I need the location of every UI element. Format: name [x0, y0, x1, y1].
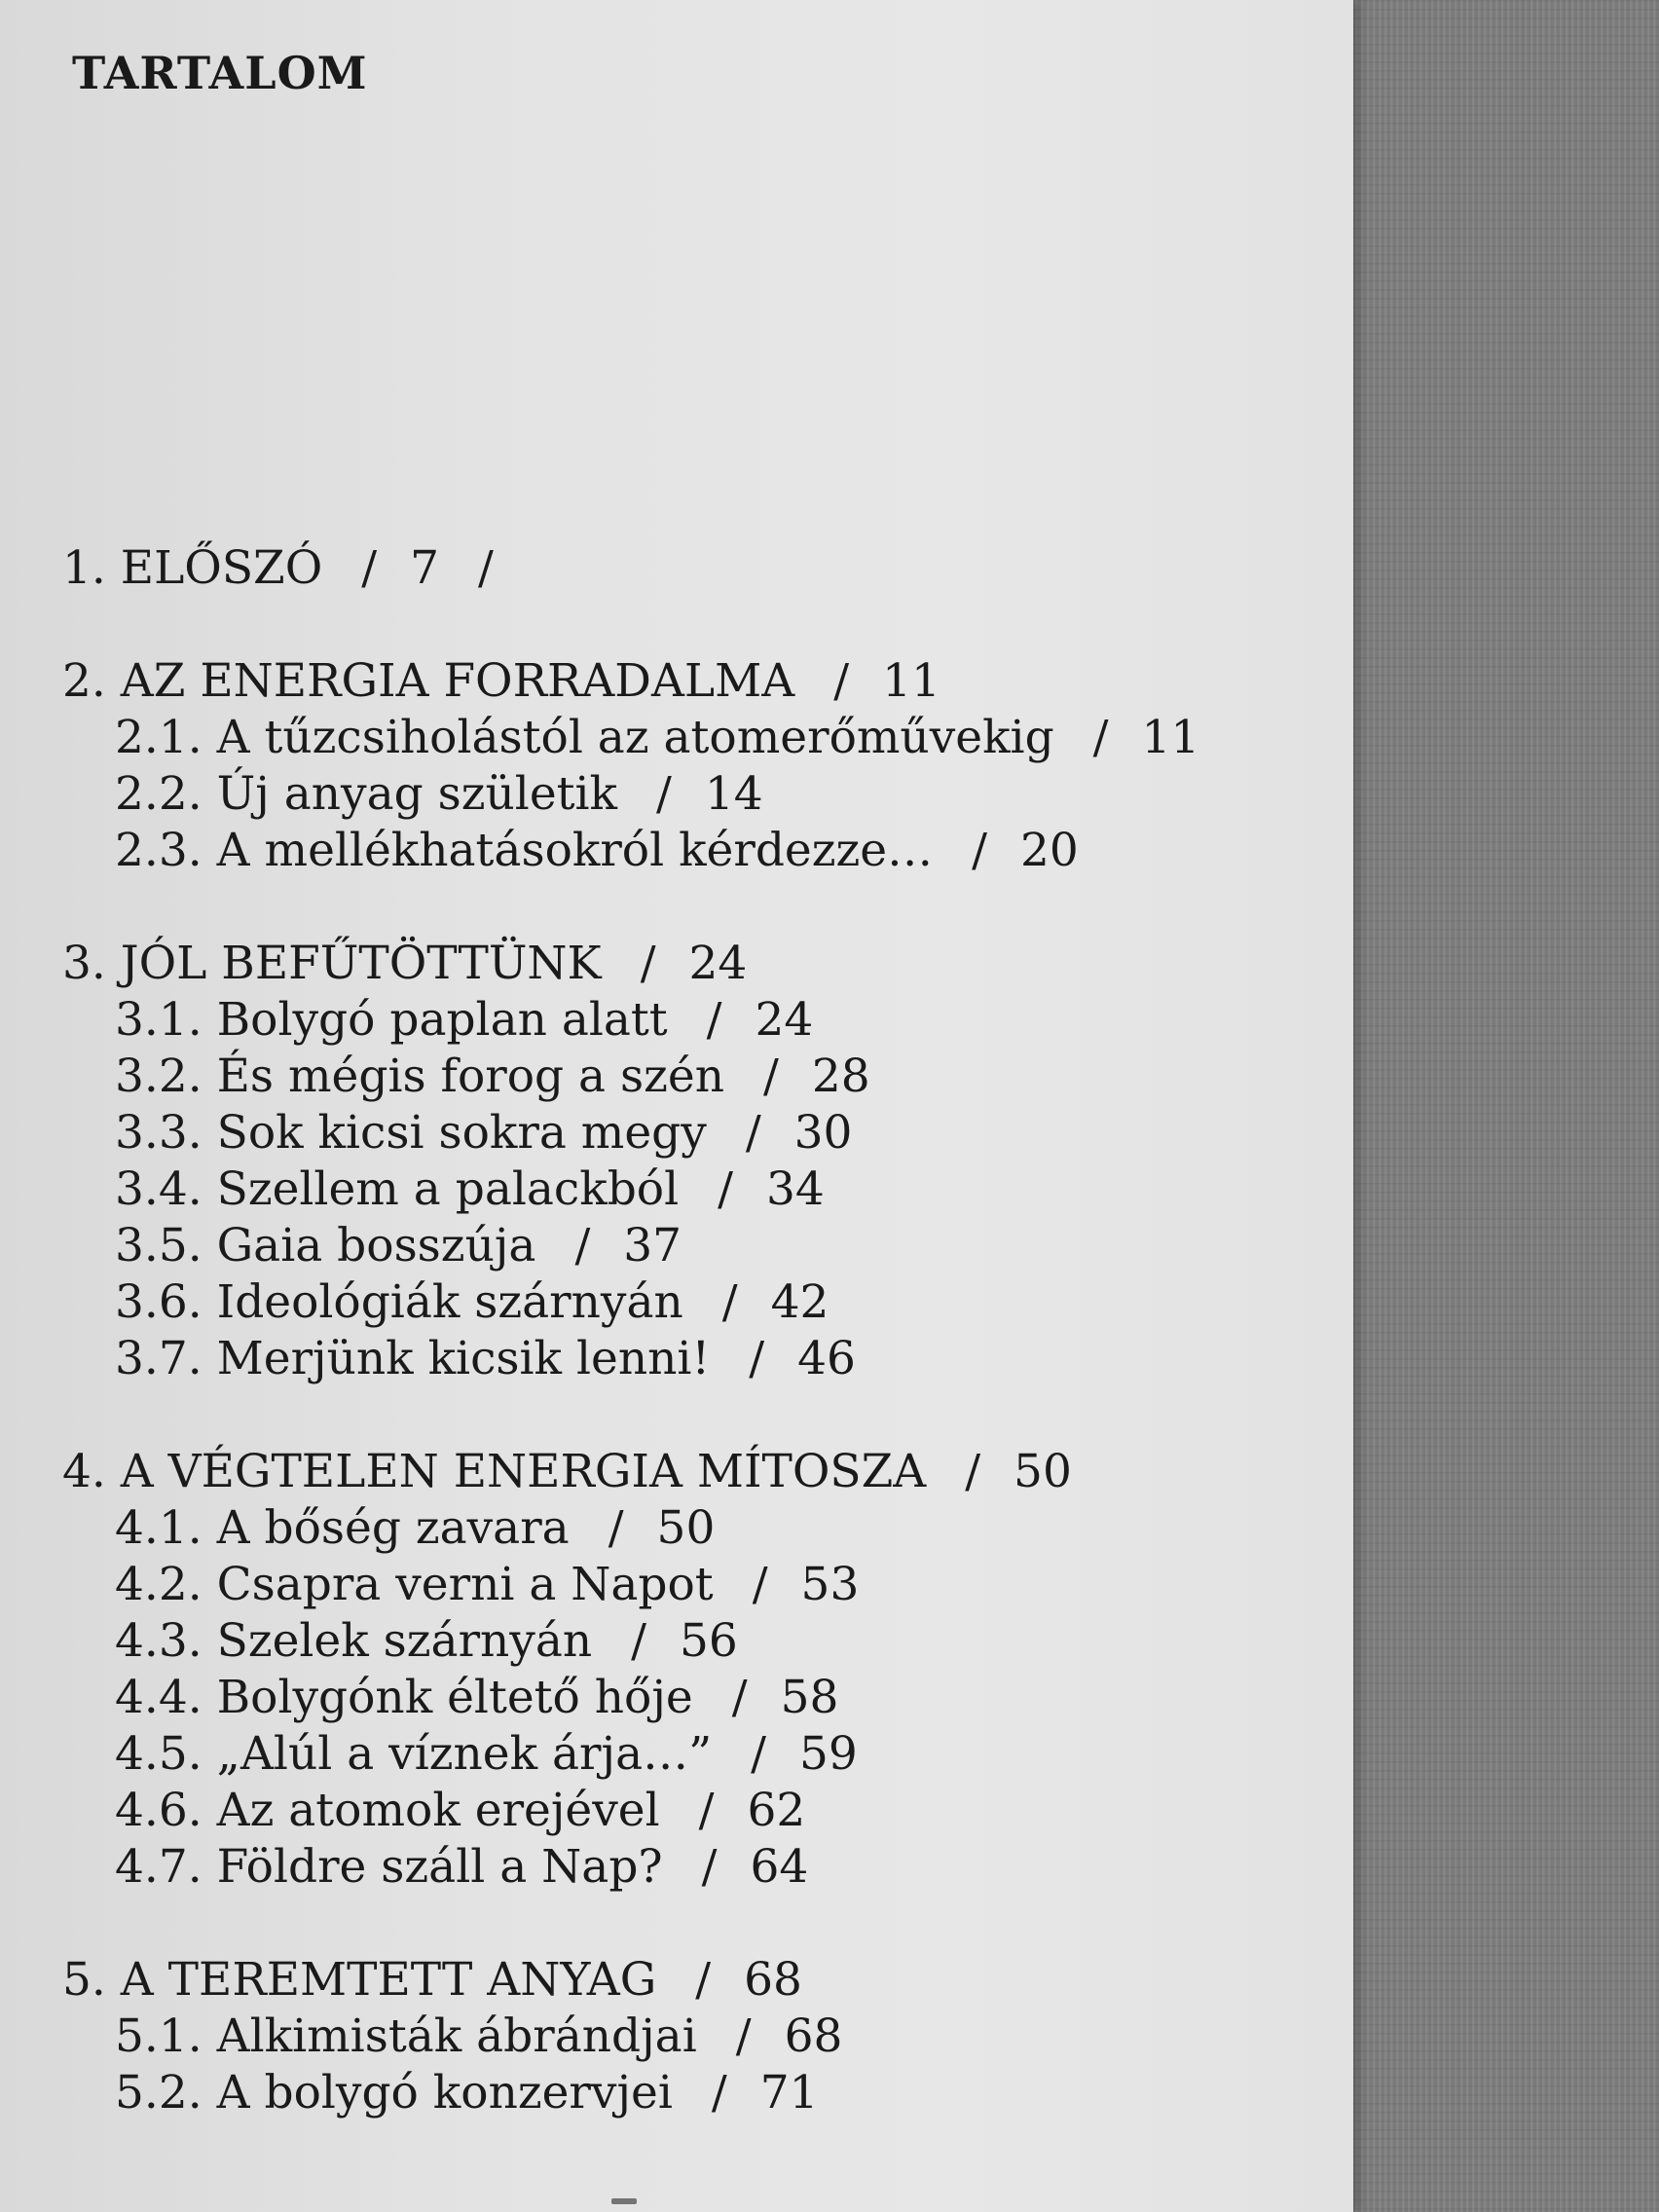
toc-page-number: 56: [680, 1614, 738, 1668]
toc-page-number: 59: [798, 1727, 858, 1781]
toc-section-title: 3.3. Sok kicsi sokra megy: [115, 1106, 707, 1160]
toc-separator: /: [721, 1275, 738, 1329]
toc-section: [115, 1500, 1199, 1557]
toc-page-number: 50: [1014, 1445, 1072, 1498]
toc-page-number: 58: [780, 1671, 839, 1724]
toc-page-number: 24: [755, 993, 814, 1047]
toc-section-title: 3.1. Bolygó paplan alatt: [115, 993, 668, 1047]
toc-section: [115, 1670, 1199, 1726]
toc-separator: /: [361, 541, 378, 595]
toc-chapter: [62, 936, 1199, 1387]
toc-section-title: 3.2. És mégis forog a szén: [115, 1050, 724, 1103]
toc-chapter: [62, 653, 1199, 879]
toc-separator: /: [631, 1614, 646, 1668]
toc-separator: /: [745, 1106, 761, 1160]
toc-page-number: 14: [704, 767, 763, 821]
toc-page-number: 64: [750, 1840, 809, 1894]
toc-chapter-line: [62, 540, 1199, 597]
toc-chapter: [62, 1444, 1199, 1896]
toc-separator: /: [640, 937, 656, 990]
toc-section: [115, 1783, 1199, 1839]
toc-chapter-line: [62, 1444, 1199, 1500]
toc-chapter-title: 1. ELŐSZÓ: [62, 541, 323, 595]
toc-section-list: [62, 2009, 1199, 2121]
toc-section: [115, 1557, 1199, 1613]
toc-trailing-separator: /: [477, 541, 494, 595]
toc-section-title: 3.5. Gaia bosszúja: [115, 1219, 536, 1272]
page-title: TARTALOM: [72, 47, 368, 99]
toc-separator: /: [972, 824, 987, 877]
toc-section: [115, 2009, 1199, 2065]
toc-section-title: 5.1. Alkimisták ábrándjai: [115, 2009, 697, 2063]
toc-section: [115, 992, 1199, 1049]
toc-chapter-line: [62, 1952, 1199, 2009]
toc-page-number: 68: [744, 1953, 802, 2007]
toc-section-list: [62, 992, 1199, 1387]
toc-section-title: 4.5. „Alúl a víznek árja…”: [115, 1727, 713, 1781]
toc-page-number: 68: [784, 2009, 843, 2063]
toc-section-title: 3.7. Merjünk kicsik lenni!: [115, 1332, 711, 1385]
toc-chapter-title: 3. JÓL BEFŰTÖTTÜNK: [62, 937, 602, 990]
toc-section: [115, 1218, 1199, 1274]
toc-section-title: 4.6. Az atomok erejével: [115, 1784, 660, 1837]
toc-section-title: 4.4. Bolygónk éltető hője: [115, 1671, 693, 1724]
toc-separator: /: [608, 1501, 624, 1555]
toc-section-title: 4.3. Szelek szárnyán: [115, 1614, 593, 1668]
toc-page-number: 37: [623, 1219, 682, 1272]
toc-section: [115, 1274, 1199, 1331]
toc-page-number: 46: [797, 1332, 856, 1385]
page-number-fragment: [611, 2198, 637, 2204]
toc-page-number: 53: [800, 1558, 860, 1611]
toc-section: [115, 823, 1199, 879]
toc-separator: /: [735, 2009, 752, 2063]
toc-separator: /: [965, 1445, 981, 1498]
table-of-contents: [62, 540, 1199, 2178]
toc-separator: /: [1092, 711, 1109, 764]
toc-chapter-title: 5. A TEREMTETT ANYAG: [62, 1953, 657, 2007]
toc-page-number: 7: [410, 541, 439, 595]
toc-page-number: 42: [770, 1275, 830, 1329]
toc-section: [115, 1726, 1199, 1783]
toc-section: [115, 710, 1199, 766]
toc-page-number: 11: [882, 654, 940, 708]
toc-page-number: 28: [811, 1050, 870, 1103]
toc-page-number: 34: [765, 1162, 825, 1216]
toc-section: [115, 1049, 1199, 1105]
toc-section-title: 3.6. Ideológiák szárnyán: [115, 1275, 683, 1329]
toc-separator: /: [731, 1671, 748, 1724]
toc-separator: /: [749, 1332, 765, 1385]
toc-section: [115, 1331, 1199, 1387]
toc-chapter-title: 4. A VÉGTELEN ENERGIA MÍTOSZA: [62, 1445, 927, 1498]
toc-section-title: 2.3. A mellékhatásokról kérdezze…: [115, 824, 934, 877]
toc-section: [115, 2065, 1199, 2121]
toc-chapter: [62, 540, 1199, 597]
toc-separator: /: [762, 1050, 779, 1103]
toc-section-title: 5.2. A bolygó konzervjei: [115, 2066, 673, 2120]
toc-chapter: [62, 1952, 1199, 2121]
toc-separator: /: [752, 1558, 768, 1611]
toc-separator: /: [711, 2066, 727, 2120]
toc-section-title: 3.4. Szellem a palackból: [115, 1162, 680, 1216]
toc-page-number: 71: [759, 2066, 819, 2120]
toc-section: [115, 1105, 1199, 1161]
toc-section-title: 2.1. A tűzcsiholástól az atomerőművekig: [115, 711, 1054, 764]
toc-section: [115, 766, 1199, 823]
toc-page-number: 20: [1019, 824, 1079, 877]
toc-section-title: 4.2. Csapra verni a Napot: [115, 1558, 714, 1611]
toc-separator: /: [751, 1727, 766, 1781]
toc-separator: /: [698, 1784, 715, 1837]
toc-separator: /: [706, 993, 722, 1047]
toc-section: [115, 1613, 1199, 1670]
toc-separator: /: [695, 1953, 712, 2007]
toc-section-list: [62, 710, 1199, 879]
toc-separator: /: [718, 1162, 733, 1216]
toc-page-number: 50: [656, 1501, 716, 1555]
toc-separator: /: [701, 1840, 718, 1894]
toc-section-title: 4.7. Földre száll a Nap?: [115, 1840, 663, 1894]
toc-page-number: 11: [1141, 711, 1200, 764]
toc-section: [115, 1839, 1199, 1896]
toc-page-number: 30: [793, 1106, 853, 1160]
toc-chapter-line: [62, 653, 1199, 710]
toc-separator: /: [656, 767, 672, 821]
toc-section: [115, 1161, 1199, 1218]
toc-separator: /: [833, 654, 850, 708]
toc-chapter-title: 2. AZ ENERGIA FORRADALMA: [62, 654, 795, 708]
toc-page-number: 24: [688, 937, 748, 990]
toc-separator: /: [574, 1219, 591, 1272]
toc-section-list: [62, 1500, 1199, 1896]
toc-page-number: 62: [747, 1784, 806, 1837]
toc-section-title: 2.2. Új anyag születik: [115, 767, 618, 821]
toc-chapter-line: [62, 936, 1199, 992]
toc-section-title: 4.1. A bőség zavara: [115, 1501, 570, 1555]
